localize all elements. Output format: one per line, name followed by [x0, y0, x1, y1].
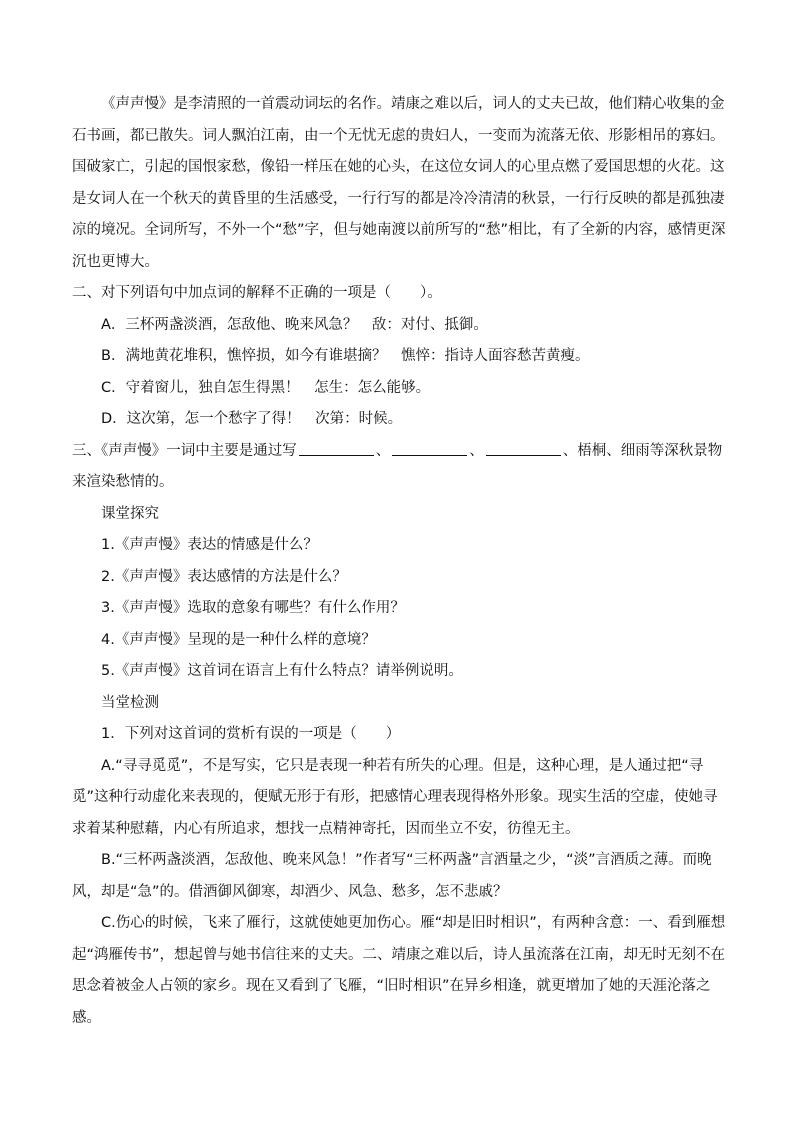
explore-item-5: 5.《声声慢》这首词在语言上有什么特点？请举例说明。: [101, 663, 463, 679]
question-3-suffix: 、梧桐、细雨等深秋景物来渲染愁情的。: [72, 442, 723, 490]
intro-paragraph: 《声声慢》是李清照的一首震动词坛的名作。靖康之难以后，词人的丈夫已故，他们精心收集的金石书画，都已散失。词人飘泊江南，由一个无忧无虑的贵妇人，一变而为流落无依、形影相吊的寡妇。国破家亡，引起的国恨家愁，像铅一样压在她的心头，在这位女词人的心里点燃了爱国思想的火花。这是女词人在一个秋天的黄昏里的生活感受，一行行写的都是冷冷清清的秋景，一行行反映的都是孤独凄凉的境况。全词所写，不外一个“愁”字，但与她南渡以前所写的“愁”相比，有了全新的内容，感情更深沉也更博大。: [72, 96, 726, 270]
explore-item-1: 1.《声声慢》表达的情感是什么？: [101, 537, 318, 553]
question-3-sep-1: 、: [375, 442, 391, 459]
question-2-option-c: C．守着窗儿，独自怎生得黑！ 怎生：怎么能够。: [101, 379, 431, 396]
explore-item-4: 4.《声声慢》呈现的是一种什么样的意境？: [101, 631, 376, 648]
question-2-option-d: D．这次第，怎一个愁字了得！ 次第：时候。: [101, 411, 403, 427]
answer-blank-3[interactable]: [486, 437, 561, 456]
question-2-option-a: A．三杯两盏淡酒，怎敌他、晚来风急？ 敌：对付、抵御。: [101, 316, 488, 333]
explore-item-3: 3.《声声慢》选取的意象有哪些？有什么作用？: [101, 600, 405, 616]
check-option-a: A.“寻寻觅觅”，不是写实，它只是表现一种若有所失的心理。但是，这种心理，是人通过把“寻觅”这种行动虚化来表现的，便赋无形于有形，把感情心理表现得格外形象。现实生活的空虚，使她寻求着某种慰藉，内心有所追求，想找一点精神寄托，因而坐立不安，彷徨无主。: [72, 757, 718, 837]
question-2-option-b: B．满地黄花堆积，憔悴损，如今有谁堪摘？ 憔悴：指诗人面容愁苦黄瘦。: [101, 348, 590, 364]
check-option-c: C.伤心的时候，飞来了雁行，这就使她更加伤心。雁“却是旧时相识”，有两种含意：一、看到雁想起“鸿雁传书”，想起曾与她书信往来的丈夫。二、靖康之难以后，诗人虽流落在江南，却无时无刻不在思念着被金人占领的家乡。现在又看到了飞雁，“旧时相识”在异乡相逢，就更增加了她的天涯沦落之感。: [72, 915, 726, 1026]
check-heading: 当堂检测: [101, 694, 159, 711]
question-3-prefix: 三、《声声慢》一词中主要是通过写: [72, 442, 297, 459]
question-3-sep-2: 、: [469, 442, 484, 459]
answer-blank-2[interactable]: [392, 437, 467, 456]
answer-blank-1[interactable]: [299, 437, 374, 456]
explore-item-2: 2.《声声慢》表达感情的方法是什么？: [101, 568, 347, 585]
check-option-b: B.“三杯两盏淡酒，怎敌他、晚来风急！”作者写“三杯两盏”言酒量之少，“淡”言酒质之薄。而晚风，却是“急”的。借酒御风御寒，却酒少、风急、愁多，怎不悲戚？: [72, 852, 712, 900]
document-body: [72, 89, 727, 1034]
check-question-1: 1．下列对这首词的赏析有误的一项是（ ）: [101, 726, 401, 742]
question-2-stem: 二、对下列语句中加点词的解释不正确的一项是（ ）。: [72, 285, 442, 301]
explore-heading: 课堂探究: [101, 505, 159, 522]
question-3: [72, 436, 727, 499]
